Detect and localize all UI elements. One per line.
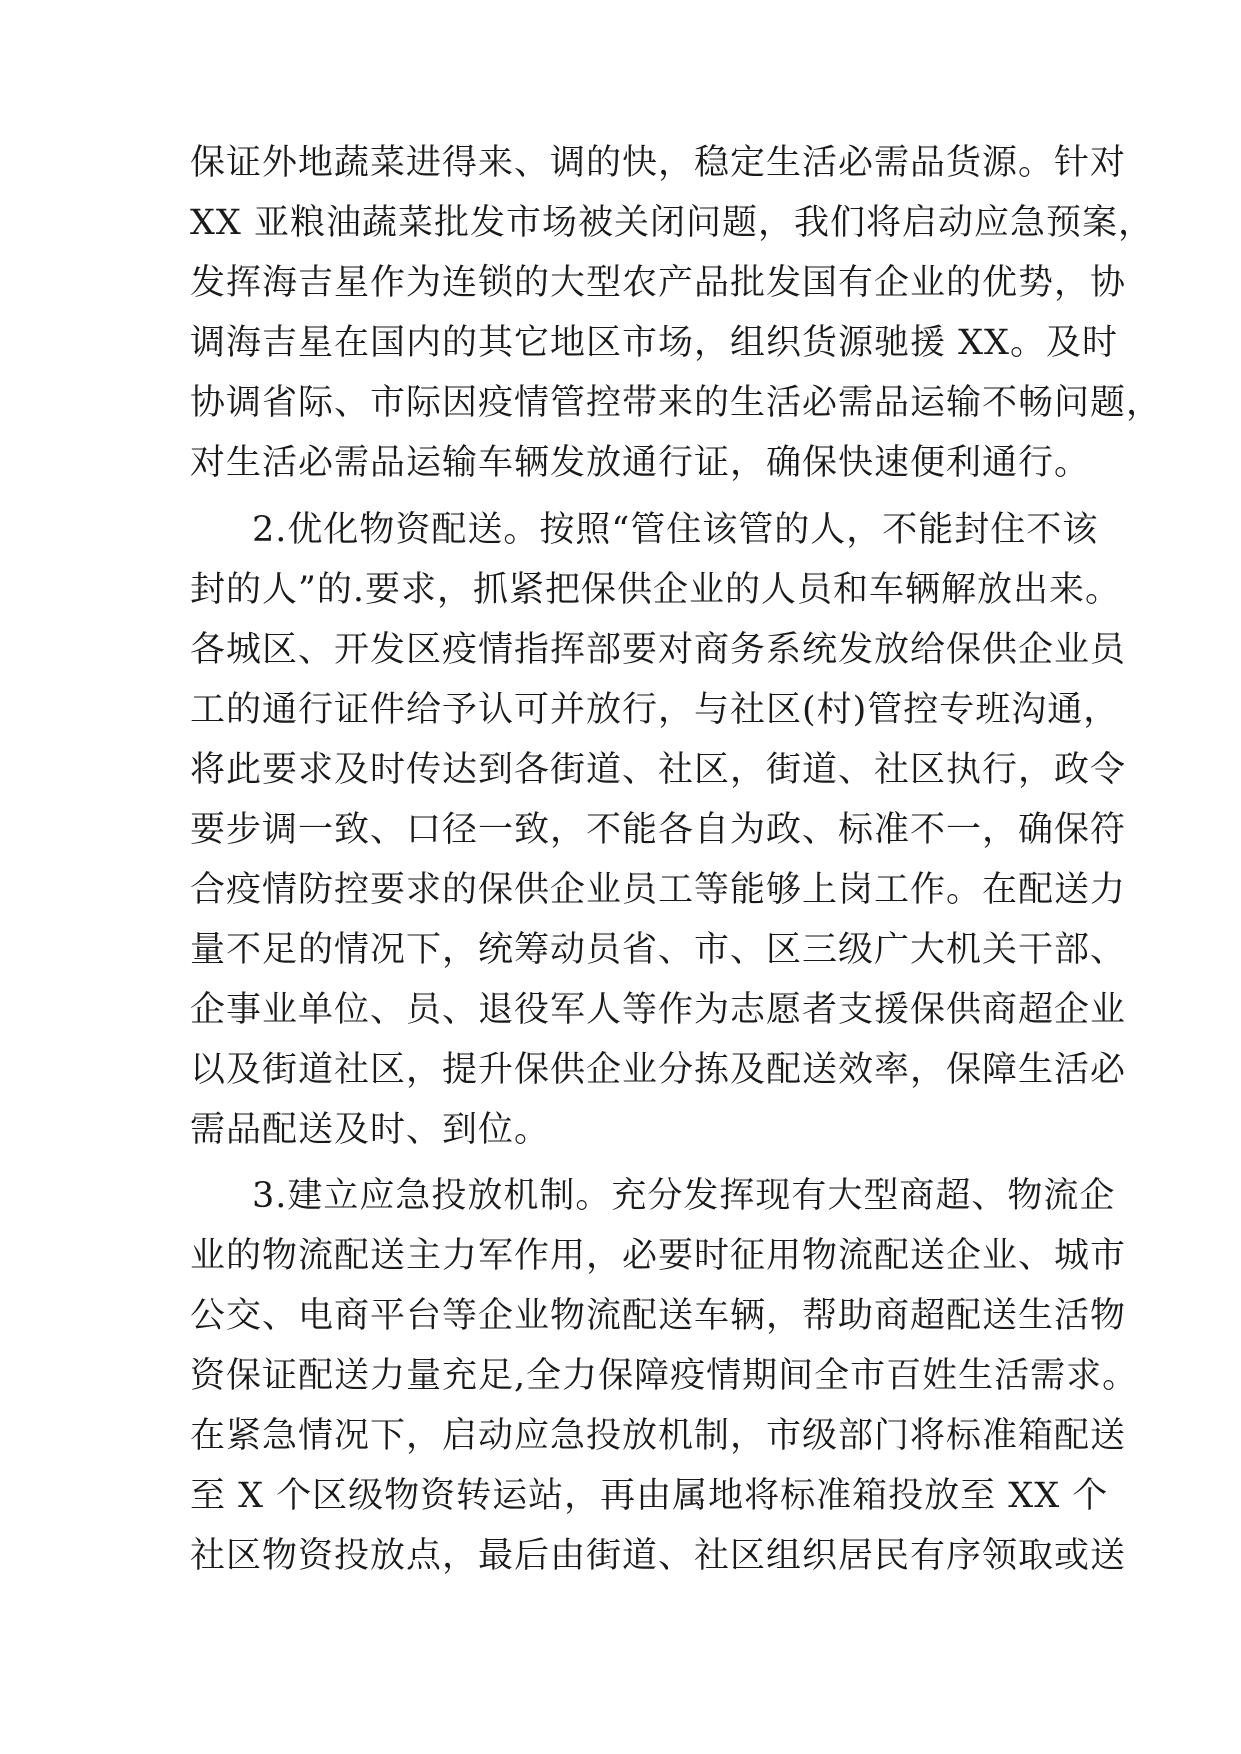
paragraph-heading-line: 3.建立应急投放机制。充分发挥现有大型商超、物流企	[252, 1176, 1116, 1216]
text-line: 将此要求及时传达到各街道、社区，街道、社区执行，政令	[190, 750, 1127, 790]
text-line: 社区物资投放点，最后由街道、社区组织居民有序领取或送	[190, 1536, 1127, 1576]
text-line: 合疫情防控要求的保供企业员工等能够上岗工作。在配送力	[190, 870, 1127, 910]
text-line: 各城区、开发区疫情指挥部要对商务系统发放给保供企业员	[190, 630, 1127, 670]
paragraph-heading-line: 2.优化物资配送。按照“管住该管的人，不能封住不该	[252, 510, 1099, 550]
text-line: 对生活必需品运输车辆发放通行证，确保快速便利通行。	[190, 443, 1091, 483]
text-line: 量不足的情况下，统筹动员省、市、区三级广大机关干部、	[190, 930, 1127, 970]
text-line: 在紧急情况下，启动应急投放机制，市级部门将标准箱配送	[190, 1416, 1127, 1456]
text-line: XX 亚粮油蔬菜批发市场被关闭问题，我们将启动应急预案，	[190, 203, 1154, 243]
text-line: 企事业单位、员、退役军人等作为志愿者支援保供商超企业	[190, 990, 1127, 1030]
text-line: 工的通行证件给予认可并放行，与社区(村)管控专班沟通，	[190, 690, 1120, 730]
text-line: 至 X 个区级物资转运站，再由属地将标准箱投放至 XX 个	[190, 1476, 1109, 1516]
text-line: 封的人”的.要求，抓紧把保供企业的人员和车辆解放出来。	[190, 570, 1122, 610]
text-line: 业的物流配送主力军作用，必要时征用物流配送企业、城市	[190, 1236, 1127, 1276]
text-line: 发挥海吉星作为连锁的大型农产品批发国有企业的优势，协	[190, 263, 1127, 303]
text-line: 资保证配送力量充足,全力保障疫情期间全市百姓生活需求。	[190, 1356, 1139, 1396]
text-line: 公交、电商平台等企业物流配送车辆，帮助商超配送生活物	[190, 1296, 1127, 1336]
text-line: 以及街道社区，提升保供企业分拣及配送效率，保障生活必	[190, 1050, 1127, 1090]
text-line: 保证外地蔬菜进得来、调的快，稳定生活必需品货源。针对	[190, 143, 1127, 183]
text-line: 需品配送及时、到位。	[190, 1110, 551, 1150]
text-line: 调海吉星在国内的其它地区市场，组织货源驰援 XX。及时	[190, 323, 1118, 363]
text-line: 要步调一致、口径一致，不能各自为政、标准不一，确保符	[190, 810, 1127, 850]
text-line: 协调省际、市际因疫情管控带来的生活必需品运输不畅问题，	[190, 383, 1163, 423]
